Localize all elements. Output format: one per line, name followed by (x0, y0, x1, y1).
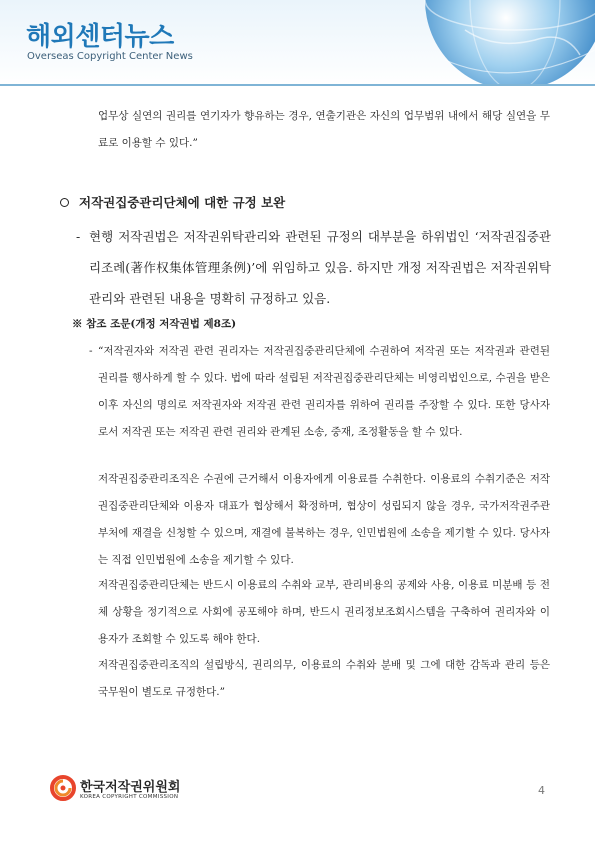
quote-paragraph: 저작권집중관리조직의 설립방식, 권리의무, 이용료의 수취와 분배 및 그에 대한 감독과 관리 등은 국무원이 별도로 규정한다.” (98, 659, 550, 698)
newsletter-subtitle: Overseas Copyright Center News (27, 51, 193, 62)
org-name-en: KOREA COPYRIGHT COMMISSION (80, 794, 179, 800)
dash-item-text: 현행 저작권법은 저작권위탁관리와 관련된 규정의 대부분을 하위법인 ‘저작권집중관리조례(著作权集体管理条例)’에 위임하고 있음. 하지만 개정 저작권법은 저작권위탁관리와 관련된 내용을 명확히 규정하고 있음. (89, 229, 551, 306)
commission-logo-icon (50, 775, 76, 805)
quote-paragraph: “저작권자와 저작권 관련 권리자는 저작권집중관리단체에 수권하여 저작권 또는 저작권과 관련된 권리를 행사하게 할 수 있다. 법에 따라 설립된 저작권집중관리단체는 비영리법인으로, 수권을 받은 이후 자신의 명의로 저작권자와 저작권 관련 권리자를 위하여 권리를 주장할 수 있다. 또한 당사자로서 저작권 또는 저작권 관련 권리와 관계된 소송, 중재, 조정활동을 할 수 있다. (98, 345, 550, 438)
section-heading (60, 193, 285, 211)
note-label: ※ 참조 조문(개정 저작권법 제8조) (72, 318, 237, 330)
page-number: 4 (538, 784, 545, 797)
globe-graphic (405, 0, 595, 86)
section-heading-text: 저작권집중관리단체에 대한 규정 보완 (79, 195, 286, 210)
newsletter-title: 해외센터뉴스 (26, 22, 174, 52)
quote-dash-marker: - (89, 345, 93, 357)
circle-bullet-icon (60, 198, 69, 207)
page-header (0, 0, 595, 86)
org-name: 한국저작권위원회 (80, 780, 181, 795)
intro-quote-text: 업무상 실연의 권리를 연기자가 향유하는 경우, 연출기관은 자신의 업무범위 내에서 해당 실연을 무료로 이용할 수 있다.” (98, 110, 550, 149)
quote-paragraph: 저작권집중관리단체는 반드시 이용료의 수취와 교부, 관리비용의 공제와 사용, 이용료 미분배 등 전체 상황을 정기적으로 사회에 공포해야 하며, 반드시 권리정보조회시스템을 구축하여 권리자와 이용자가 조회할 수 있도록 해야 한다. (98, 579, 550, 645)
quote-paragraph: 저작권집중관리조직은 수권에 근거해서 이용자에게 이용료를 수취한다. 이용료의 수취기준은 저작권집중관리단체와 이용자 대표가 협상해서 확정하며, 협상이 성립되지 않을 경우, 국가저작권주관부처에 재결을 신청할 수 있으며, 재결에 불복하는 경우, 인민법원에 소송을 제기할 수 있다. 당사자는 직접 인민법원에 소송을 제기할 수 있다. (98, 473, 550, 566)
header-divider (0, 84, 595, 86)
dash-marker: - (76, 229, 81, 244)
